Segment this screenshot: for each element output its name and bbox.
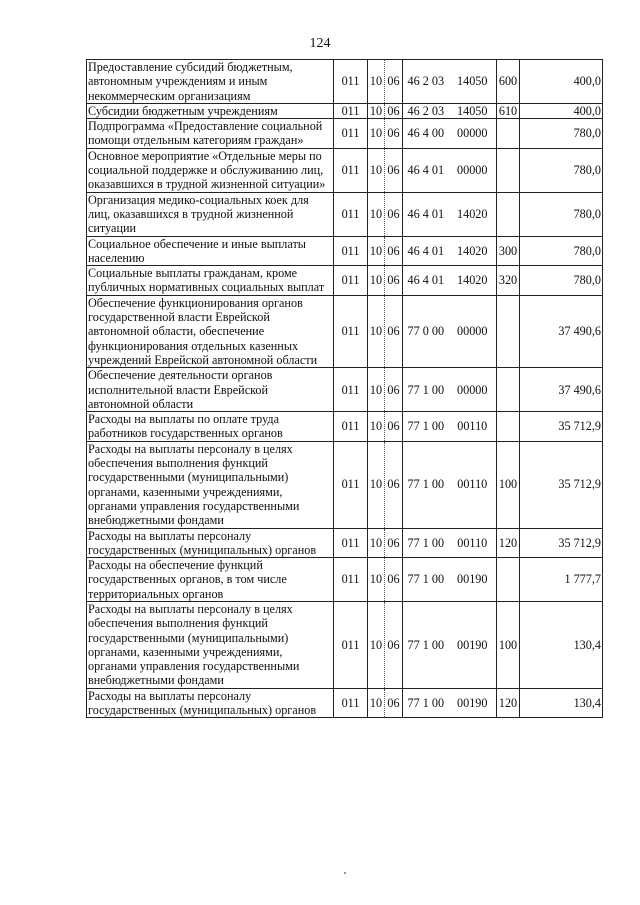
table-row — [87, 103, 603, 118]
row-target-article-subcode: 00110 — [449, 528, 497, 558]
table-row — [87, 368, 603, 412]
row-name: Подпрограмма «Предоставление социальной помощи отдельным категориям граждан» — [87, 119, 334, 149]
row-section-code: 10 — [368, 119, 385, 149]
table-row — [87, 192, 603, 236]
row-target-article-subcode: 00190 — [449, 558, 497, 602]
row-name: Расходы на выплаты персоналу государственных (муниципальных) органов — [87, 688, 334, 718]
row-amount: 35 712,9 — [520, 412, 603, 442]
row-expense-type-code — [497, 368, 520, 412]
row-name: Расходы на обеспечение функций государственных органов, в том числе территориальных органов — [87, 558, 334, 602]
row-target-article-code: 46 4 01 — [403, 266, 449, 296]
row-section-code: 10 — [368, 103, 385, 118]
row-target-article-subcode: 14050 — [449, 60, 497, 104]
row-subsection-code: 06 — [385, 558, 403, 602]
row-name: Организация медико-социальных коек для лиц, оказавшихся в трудной жизненной ситуации — [87, 192, 334, 236]
row-subsection-code: 06 — [385, 192, 403, 236]
row-target-article-code: 77 1 00 — [403, 528, 449, 558]
budget-table-body — [87, 60, 603, 718]
row-grbs-code: 011 — [334, 558, 368, 602]
row-name: Субсидии бюджетным учреждениям — [87, 103, 334, 118]
row-amount: 35 712,9 — [520, 528, 603, 558]
row-grbs-code: 011 — [334, 119, 368, 149]
row-target-article-subcode: 00190 — [449, 601, 497, 688]
row-name: Расходы на выплаты персоналу в целях обеспечения выполнения функций государственными (муниципальными) органами, казенными учреждениями, органами управления государственными внебюджетными фондами — [87, 441, 334, 528]
table-row — [87, 148, 603, 192]
row-target-article-subcode: 00000 — [449, 119, 497, 149]
row-subsection-code: 06 — [385, 119, 403, 149]
row-amount: 37 490,6 — [520, 368, 603, 412]
row-amount: 400,0 — [520, 103, 603, 118]
row-name: Расходы на выплаты персоналу государственных (муниципальных) органов — [87, 528, 334, 558]
row-amount: 780,0 — [520, 266, 603, 296]
row-target-article-code: 46 4 01 — [403, 148, 449, 192]
row-subsection-code: 06 — [385, 60, 403, 104]
row-target-article-subcode: 00000 — [449, 148, 497, 192]
row-section-code: 10 — [368, 236, 385, 266]
row-section-code: 10 — [368, 558, 385, 602]
row-section-code: 10 — [368, 412, 385, 442]
row-grbs-code: 011 — [334, 412, 368, 442]
row-name: Расходы на выплаты персоналу в целях обеспечения выполнения функций государственными (муниципальными) органами, казенными учреждениями, органами управления государственными внебюджетными фондами — [87, 601, 334, 688]
row-target-article-subcode: 14020 — [449, 192, 497, 236]
row-subsection-code: 06 — [385, 688, 403, 718]
row-amount: 780,0 — [520, 119, 603, 149]
row-target-article-code: 46 4 01 — [403, 192, 449, 236]
row-grbs-code: 011 — [334, 601, 368, 688]
row-target-article-code: 46 2 03 — [403, 103, 449, 118]
table-row — [87, 295, 603, 367]
row-expense-type-code: 120 — [497, 528, 520, 558]
row-section-code: 10 — [368, 295, 385, 367]
table-row — [87, 266, 603, 296]
row-target-article-code: 46 2 03 — [403, 60, 449, 104]
row-subsection-code: 06 — [385, 441, 403, 528]
row-expense-type-code: 100 — [497, 601, 520, 688]
row-expense-type-code — [497, 119, 520, 149]
row-amount: 35 712,9 — [520, 441, 603, 528]
row-expense-type-code — [497, 148, 520, 192]
row-expense-type-code: 320 — [497, 266, 520, 296]
table-row — [87, 528, 603, 558]
row-section-code: 10 — [368, 441, 385, 528]
row-section-code: 10 — [368, 688, 385, 718]
row-target-article-code: 77 1 00 — [403, 441, 449, 528]
scan-speck — [344, 872, 346, 874]
row-expense-type-code — [497, 412, 520, 442]
row-grbs-code: 011 — [334, 192, 368, 236]
row-subsection-code: 06 — [385, 601, 403, 688]
row-name: Предоставление субсидий бюджетным, автономным учреждениям и иным некоммерческим организациям — [87, 60, 334, 104]
row-grbs-code: 011 — [334, 295, 368, 367]
row-grbs-code: 011 — [334, 528, 368, 558]
table-row — [87, 60, 603, 104]
row-target-article-subcode: 00110 — [449, 412, 497, 442]
row-amount: 400,0 — [520, 60, 603, 104]
row-amount: 37 490,6 — [520, 295, 603, 367]
table-row — [87, 441, 603, 528]
row-target-article-subcode: 00000 — [449, 295, 497, 367]
row-expense-type-code: 610 — [497, 103, 520, 118]
row-amount: 780,0 — [520, 148, 603, 192]
row-name: Обеспечение деятельности органов исполнительной власти Еврейской автономной области — [87, 368, 334, 412]
row-target-article-code: 77 1 00 — [403, 601, 449, 688]
table-row — [87, 119, 603, 149]
table-row — [87, 601, 603, 688]
row-target-article-code: 77 1 00 — [403, 688, 449, 718]
row-amount: 130,4 — [520, 601, 603, 688]
row-subsection-code: 06 — [385, 368, 403, 412]
row-amount: 780,0 — [520, 236, 603, 266]
row-name: Обеспечение функционирования органов государственной власти Еврейской автономной области, обеспечение функционирования отдельных казенных учреждений Еврейской автономной области — [87, 295, 334, 367]
row-expense-type-code — [497, 558, 520, 602]
row-section-code: 10 — [368, 368, 385, 412]
row-target-article-code: 77 1 00 — [403, 558, 449, 602]
row-section-code: 10 — [368, 528, 385, 558]
row-grbs-code: 011 — [334, 148, 368, 192]
row-target-article-subcode: 00190 — [449, 688, 497, 718]
table-row — [87, 558, 603, 602]
row-grbs-code: 011 — [334, 441, 368, 528]
row-amount: 130,4 — [520, 688, 603, 718]
row-subsection-code: 06 — [385, 148, 403, 192]
row-section-code: 10 — [368, 266, 385, 296]
table-row — [87, 236, 603, 266]
row-target-article-subcode: 14050 — [449, 103, 497, 118]
row-grbs-code: 011 — [334, 60, 368, 104]
row-expense-type-code — [497, 295, 520, 367]
row-target-article-code: 46 4 01 — [403, 236, 449, 266]
row-expense-type-code: 300 — [497, 236, 520, 266]
row-subsection-code: 06 — [385, 266, 403, 296]
row-target-article-subcode: 00000 — [449, 368, 497, 412]
row-expense-type-code: 120 — [497, 688, 520, 718]
row-grbs-code: 011 — [334, 688, 368, 718]
row-target-article-code: 77 0 00 — [403, 295, 449, 367]
page-number: 124 — [309, 36, 331, 51]
table-row — [87, 412, 603, 442]
row-name: Социальное обеспечение и иные выплаты населению — [87, 236, 334, 266]
row-section-code: 10 — [368, 148, 385, 192]
row-grbs-code: 011 — [334, 266, 368, 296]
row-name: Основное мероприятие «Отдельные меры по социальной поддержке и обслуживанию лиц, оказавшихся в трудной жизненной ситуации» — [87, 148, 334, 192]
budget-table — [86, 59, 603, 718]
row-grbs-code: 011 — [334, 368, 368, 412]
row-target-article-subcode: 00110 — [449, 441, 497, 528]
row-section-code: 10 — [368, 60, 385, 104]
row-target-article-code: 46 4 00 — [403, 119, 449, 149]
row-amount: 1 777,7 — [520, 558, 603, 602]
row-target-article-subcode: 14020 — [449, 266, 497, 296]
row-subsection-code: 06 — [385, 236, 403, 266]
row-target-article-subcode: 14020 — [449, 236, 497, 266]
row-section-code: 10 — [368, 601, 385, 688]
row-expense-type-code — [497, 192, 520, 236]
row-subsection-code: 06 — [385, 412, 403, 442]
row-target-article-code: 77 1 00 — [403, 368, 449, 412]
row-grbs-code: 011 — [334, 103, 368, 118]
row-expense-type-code: 100 — [497, 441, 520, 528]
table-row — [87, 688, 603, 718]
row-subsection-code: 06 — [385, 295, 403, 367]
row-expense-type-code: 600 — [497, 60, 520, 104]
row-section-code: 10 — [368, 192, 385, 236]
row-subsection-code: 06 — [385, 528, 403, 558]
row-name: Социальные выплаты гражданам, кроме публичных нормативных социальных выплат — [87, 266, 334, 296]
row-grbs-code: 011 — [334, 236, 368, 266]
row-name: Расходы на выплаты по оплате труда работников государственных органов — [87, 412, 334, 442]
row-target-article-code: 77 1 00 — [403, 412, 449, 442]
row-subsection-code: 06 — [385, 103, 403, 118]
row-amount: 780,0 — [520, 192, 603, 236]
